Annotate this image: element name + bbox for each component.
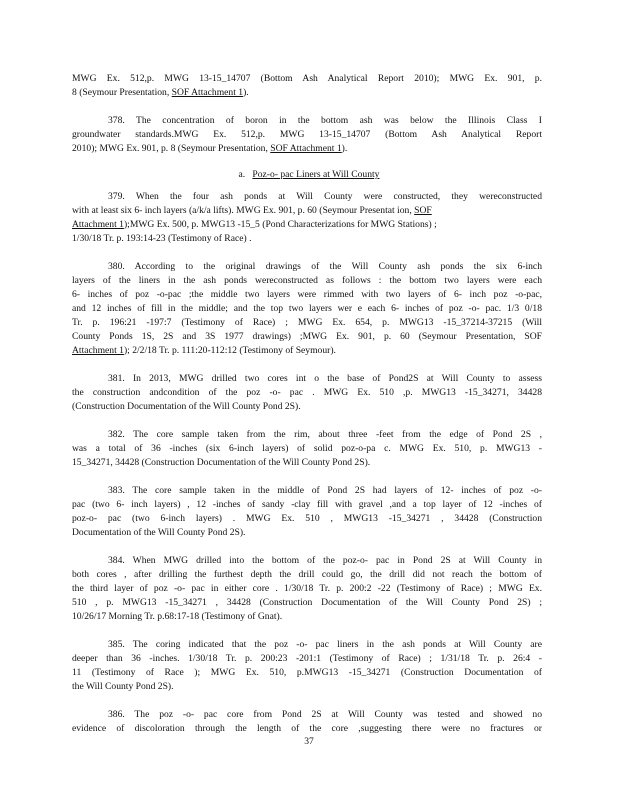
paragraph-383-line: pac (two 6- inch layers) , 12 -inches of sandy -clay fill with gravel ,and a top layer of 12 -inches of [72,499,542,510]
paragraph-385-line: 385. The coring indicated that the poz -o- pac liners in the ash ponds at Will County are [108,639,542,650]
paragraph-384-line: 10/26/17 Morning Tr. p.68:17-18 (Testimony of Gnat). [72,611,283,622]
paragraph-382-line: 382. The core sample taken from the rim, about three -feet from the edge of Pond 2S , [108,429,542,440]
paragraph-383-line: poz-o- pac (two 6-inch layers) . MWG Ex. 510 , MWG13 -15_34271 , 34428 (Construction [72,513,542,524]
text-line: 8 (Seymour Presentation, SOF Attachment 1). [72,87,249,98]
sof-attachment-link: SOF Attachment 1 [171,87,244,98]
sof-attachment-link: SOF [414,205,432,216]
text-line: MWG Ex. 512,p. MWG 13-15_14707 (Bottom Ash Analytical Report 2010); MWG Ex. 901, p. [72,73,542,84]
sof-attachment-link: Attachment 1 [72,219,124,230]
page-number: 37 [304,736,314,747]
paragraph-380-line: Tr. p. 196:21 -197:7 (Testimony of Race) ; MWG Ex. 654, p. MWG13 -15_37214-37215 (Will [72,317,542,328]
paragraph-381-line: the construction andcondition of the poz -o- pac . MWG Ex. 510 ,p. MWG13 -15_34271, 34428 [72,387,542,398]
paragraph-379-line: 1/30/18 Tr. p. 193:14-23 (Testimony of Race) . [72,233,252,244]
paragraph-379-line: Attachment 1);MWG Ex. 500, p. MWG13 -15_5 (Pond Characterizations for MWG Stations) ; [72,219,437,230]
paragraph-378-line: groundwater standards.MWG Ex. 512,p. MWG 13-15_14707 (Bottom Ash Analytical Report [72,129,542,140]
paragraph-380-line: 380. According to the original drawings of the Will County ash ponds the six 6-inch [108,261,542,272]
paragraph-384-line: 384. When MWG drilled into the bottom of the poz-o- pac in Pond 2S at Will County in [108,555,542,566]
paragraph-385-line: deeper than 36 -inches. 1/30/18 Tr. p. 200:23 -201:1 (Testimony of Race) ; 1/31/18 Tr. p. 26:4 - [72,653,542,664]
paragraph-379-line: with at least six 6- inch layers (a/k/a lifts). MWG Ex. 901, p. 60 (Seymour Presentat ion, SOF [72,205,432,216]
paragraph-379-line: 379. When the four ash ponds at Will County were constructed, they wereconstructed [108,191,542,202]
paragraph-380-line: layers of the liners in the ash ponds wereconstructed as follows : the bottom two layers were each [72,275,542,286]
paragraph-385-line: 11 (Testimony of Race ); MWG Ex. 510, p.MWG13 -15_34271 (Construction Documentation of [72,667,542,678]
sof-attachment-link: Attachment 1 [72,345,124,356]
paragraph-384-line: 510 , p. MWG13 -15_34271 , 34428 (Construction Documentation of the Will County Pond 2S) ; [72,597,542,608]
sof-attachment-link: SOF Attachment 1 [270,143,342,154]
paragraph-382-line: was a total of 36 -inches (six 6-inch layers) of solid poz-o-pa c. MWG Ex. 510, p. MWG13 - [72,443,542,454]
paragraph-381-line: 381. In 2013, MWG drilled two cores int o the base of Pond2S at Will County to assess [108,373,542,384]
paragraph-380-line: and 12 inches of fill in the middle; and the top two layers wer e each 6- inches of poz -o- pac. 1/3 0/18 [72,303,542,314]
paragraph-380-line: Attachment 1); 2/2/18 Tr. p. 111:20-112:12 (Testimony of Seymour). [72,345,336,356]
paragraph-380-line: 6- inches of poz -o-pac ;the middle two layers were rimmed with two layers of 6- inch poz -o-pac, [72,289,542,300]
paragraph-380-line: County Ponds 1S, 2S and 3S 1977 drawings) ;MWG Ex. 901, p. 60 (Seymour Presentation, SOF [72,331,542,342]
section-heading: a. Poz-o- pac Liners at Will County [238,169,380,180]
paragraph-382-line: 15_34271, 34428 (Construction Documentation of the Will County Pond 2S). [72,457,371,468]
paragraph-381-line: (Construction Documentation of the Will County Pond 2S). [72,401,301,412]
paragraph-378-line: 378. The concentration of boron in the bottom ash was below the Illinois Class I [108,115,542,126]
paragraph-386-line: evidence of discoloration through the length of the core ,suggesting there were no fractures or [72,723,542,734]
paragraph-378-line: 2010); MWG Ex. 901, p. 8 (Seymour Presentation, SOF Attachment 1). [72,143,348,154]
paragraph-385-line: the Will County Pond 2S). [72,681,174,692]
paragraph-383-line: Documentation of the Will County Pond 2S). [72,527,246,538]
paragraph-384-line: the third layer of poz -o- pac in either core . 1/30/18 Tr. p. 200:2 -22 (Testimony of Race) ; MWG Ex. [72,583,542,594]
paragraph-384-line: both cores , after drilling the furthest depth the drill could go, the drill did not reach the bottom of [72,569,542,580]
paragraph-383-line: 383. The core sample taken in the middle of Pond 2S had layers of 12- inches of poz -o- [108,485,542,496]
paragraph-386-line: 386. The poz -o- pac core from Pond 2S at Will County was tested and showed no [108,709,542,720]
